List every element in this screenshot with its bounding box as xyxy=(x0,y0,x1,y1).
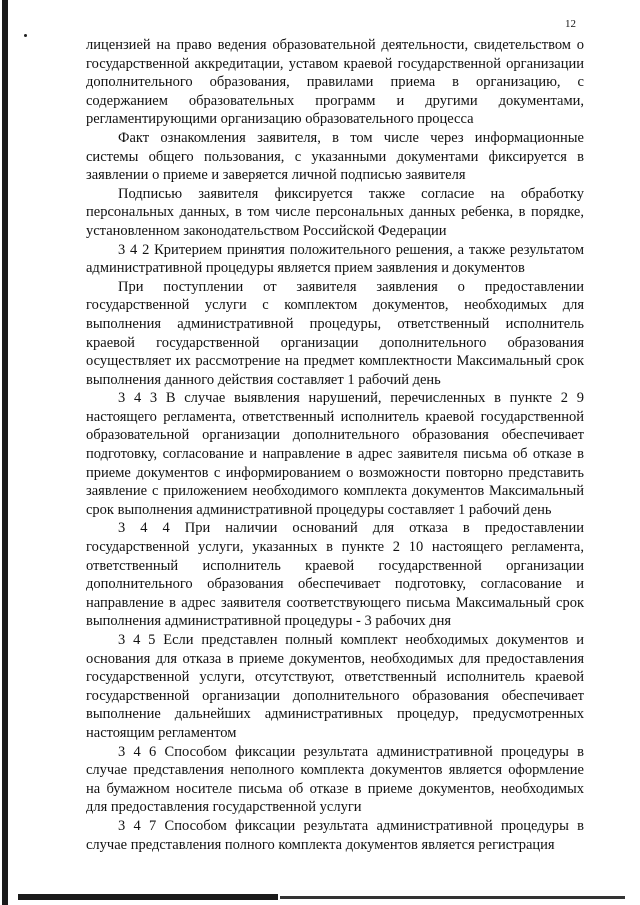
paragraph-continuation: лицензией на право ведения образовательной деятельности, свидетельством о государственной аккредитации, уставом краевой государственной организации дополнительного образования, правилами приема в организацию, с содержанием образовательных программ и другими документами, регламентирующими организацию образовательного процесса xyxy=(86,37,584,128)
scan-speck xyxy=(24,34,27,37)
document-body xyxy=(86,36,584,854)
page-number: 12 xyxy=(565,18,576,30)
paragraph: При поступлении от заявителя заявления о предоставлении государственной услуги с комплектом документов, необходимых для выполнения административной процедуры, ответственный исполнитель краевой государственной организации дополнительного образования осуществляет их рассмотрение на предмет комплектности Максимальный срок выполнения данного действия составляет 1 рабочий день xyxy=(86,278,584,388)
paragraph: Факт ознакомления заявителя, в том числе через информационные системы общего пользования, с указанными документами фиксируется в заявлении о приеме и заверяется личной подписью заявителя xyxy=(86,129,584,184)
scan-edge-left xyxy=(2,0,8,905)
paragraph-clause-3-4-7: 3 4 7 Способом фиксации результата административной процедуры в случае представления полного комплекта документов является регистрация xyxy=(86,817,584,853)
paragraph: Подписью заявителя фиксируется также согласие на обработку персональных данных, в том числе персональных данных ребенка, в порядке, установленном законодательством Российской Федерации xyxy=(86,185,584,239)
paragraph-clause-3-4-6: 3 4 6 Способом фиксации результата административной процедуры в случае представления неполного комплекта документов является оформление на бумажном носителе письма об отказе в приеме документов, необходимых для предоставления государственной услуги xyxy=(86,743,584,816)
paragraph-clause-3-4-3: 3 4 3 В случае выявления нарушений, перечисленных в пункте 2 9 настоящего регламента, ответственный исполнитель краевой государственной образовательной организации дополнительного образования обеспечивает подготовку, согласование и направление в адрес заявителя письма об отказе в приеме документов с информированием о возможности повторно представить заявление с приложением необходимого комплекта документов Максимальный срок выполнения административной процедуры составляет 1 рабочий день xyxy=(86,390,584,518)
paragraph-clause-3-4-5: 3 4 5 Если представлен полный комплект необходимых документов и основания для отказа в приеме документов, необходимых для предоставления государственной услуги, отсутствуют, ответственный исполнитель краевой государственной организации дополнительного образования обеспечивает выполнение дальнейших административных процедур, предусмотренных настоящим регламентом xyxy=(86,632,584,741)
paragraph-clause-3-4-2: 3 4 2 Критерием принятия положительного решения, а также результатом административной процедуры является прием заявления и документов xyxy=(86,241,584,277)
scan-edge-bottom xyxy=(18,894,278,900)
paragraph-clause-3-4-4: 3 4 4 При наличии оснований для отказа в предоставлении государственной услуги, указанных в пункте 2 10 настоящего регламента, ответственный исполнитель краевой государственной организации дополнительного образования обеспечивает подготовку, согласование и направление в адрес заявителя соответствующего письма Максимальный срок выполнения административной процедуры - 3 рабочих дня xyxy=(86,520,584,630)
scan-edge-bottom-thin xyxy=(280,896,625,899)
